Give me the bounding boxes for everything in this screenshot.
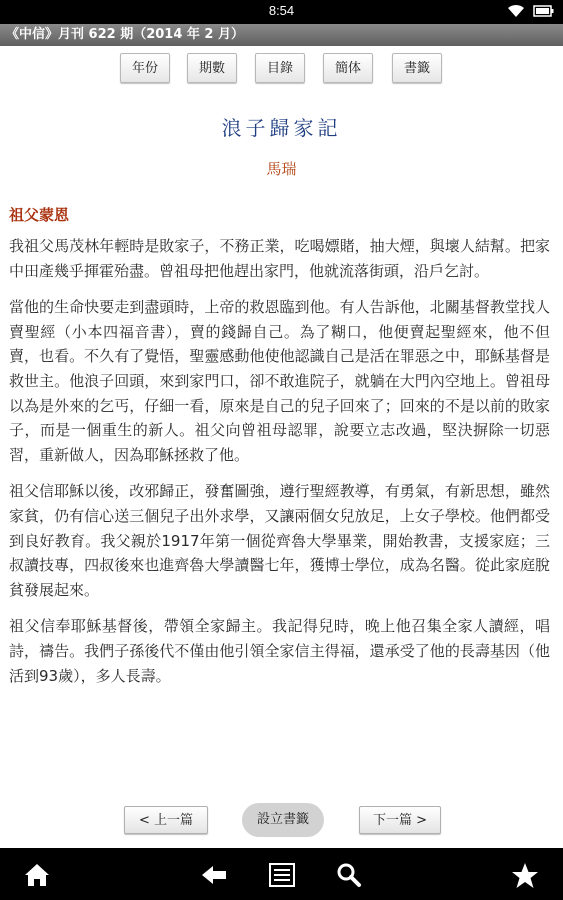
article-title: 浪子歸家記 (221, 116, 342, 140)
status-icons (507, 4, 555, 20)
article-author: 馬瑞 (266, 160, 297, 178)
search-icon[interactable] (334, 860, 364, 890)
article-nav (0, 800, 563, 844)
set-bookmark-button[interactable]: 設立書籤 (242, 803, 324, 837)
wifi-icon (507, 3, 525, 22)
top-nav (0, 53, 563, 85)
menu-icon[interactable] (267, 860, 297, 890)
status-bar (0, 0, 563, 24)
back-icon[interactable] (199, 860, 229, 890)
paragraph: 我祖父馬茂林年輕時是敗家子，不務正業，吃喝嫖賭，抽大煙，與壞人結幫。把家中田產幾乎揮霍殆盡。曾祖母把他趕出家門，他就流落街頭，沿戶乞討。 (9, 237, 550, 280)
star-icon[interactable] (510, 860, 540, 890)
article-content[interactable] (0, 100, 563, 800)
home-icon[interactable] (22, 860, 52, 890)
next-article-button[interactable]: 下一篇 > (359, 806, 441, 834)
clock: 8:54 (268, 3, 295, 18)
issue-title-bar: 《中信》月刊 622 期（2014 年 2 月） (0, 24, 563, 46)
previous-article-button[interactable]: < 上一篇 (124, 806, 208, 834)
simplified-chinese-button[interactable]: 簡体 (323, 53, 373, 83)
paragraph: 祖父信耶穌以後，改邪歸正，發奮圖強，遵行聖經教導，有勇氣，有新思想，雖然家貧，仍有信心送三個兒子出外求學，又讓兩個女兒放足，上女子學校。他們都受到良好教育。我父親於1917年第一個從齊魯大學畢業，開始教書，支援家庭；三叔讀技專，四叔後來也進齊魯大學讀醫七年，獲博士學位，成為名醫。從此家庭脫貧發展起來。 (9, 482, 550, 599)
bookmarks-button[interactable]: 書籤 (392, 53, 442, 83)
issue-number-button[interactable]: 期數 (187, 53, 237, 83)
paragraph: 當他的生命快要走到盡頭時，上帝的救恩臨到他。有人告訴他，北關基督教堂找人賣聖經（小本四福音書），賣的錢歸自己。為了糊口，他便賣起聖經來，他不但賣，也看。不久有了覺悟，聖靈感動他使他認識自己是活在罪惡之中，耶穌基督是救世主。他浪子回頭，來到家門口，卻不敢進院子，就躺在大門內空地上。曾祖母以為是外來的乞丐，仔細一看，原來是自己的兒子回來了；回來的不是以前的敗家子，而是一個重生的新人。祖父向曾祖母認罪，說要立志改過，堅決摒除一切惡習，重新做人，因為耶穌拯救了他。 (9, 298, 550, 464)
year-button[interactable]: 年份 (120, 53, 170, 83)
paragraph: 祖父信奉耶穌基督後，帶領全家歸主。我記得兒時，晚上他召集全家人讀經，唱詩，禱告。我們子孫後代不僅由他引領全家信主得福，還承受了他的長壽基因（他活到93歲），多人長壽。 (9, 617, 550, 685)
battery-icon (533, 3, 555, 22)
contents-button[interactable]: 目錄 (255, 53, 305, 83)
section-heading: 祖父蒙恩 (9, 206, 70, 224)
article-body (9, 234, 550, 700)
system-nav-bar (0, 848, 563, 900)
